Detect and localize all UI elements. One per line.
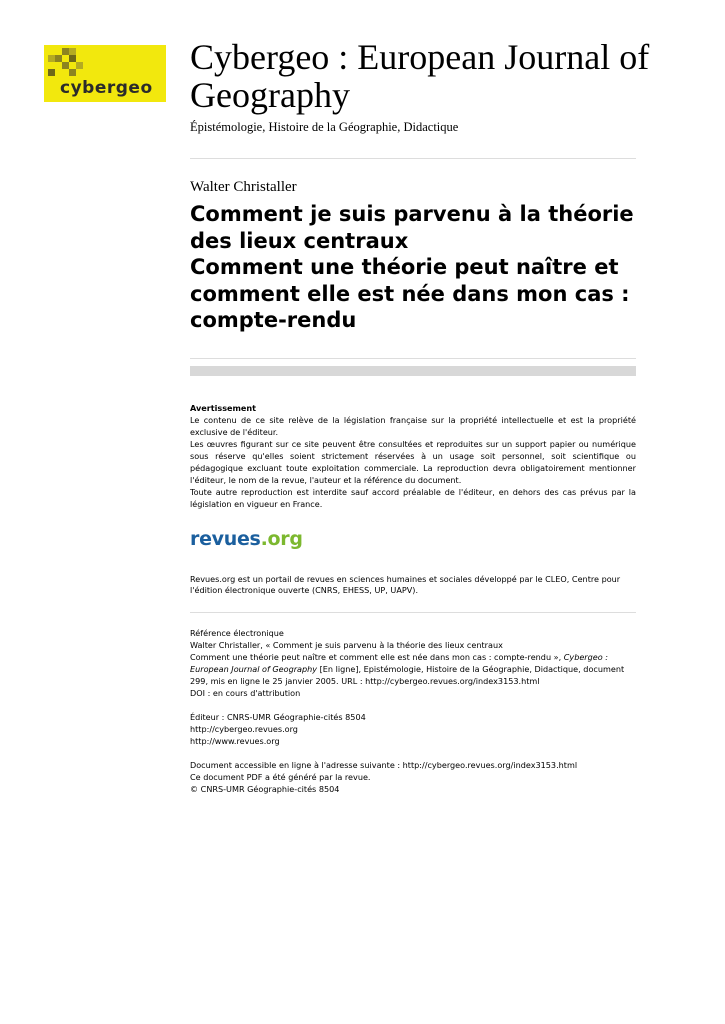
reference-block <box>190 627 636 795</box>
reference-copyright: © CNRS-UMR Géographie-cités 8504 <box>190 784 340 794</box>
revues-org-logo <box>190 528 303 550</box>
notice-paragraph-1: Le contenu de ce site relève de la législation française sur la propriété intellectuelle et est la propriété exclusive de l'éditeur. <box>190 415 636 437</box>
article-title-line2: Comment une théorie peut naître et comment elle est née dans mon cas : compte-rendu <box>190 255 630 332</box>
notice-paragraph-2: Les œuvres figurant sur ce site peuvent être consultées et reproduites sur un support papier ou numérique sous réserve qu'elles soient strictement réservées à un usage soit personnel, soit scientifique ou pédagogique excluant toute exploitation commerciale. La reproduction devra obligatoirement mentionner l'éditeur, le nom de la revue, l'auteur et la référence du document. <box>190 439 636 485</box>
divider <box>190 158 636 159</box>
revues-logo-part1: revues <box>190 528 261 550</box>
notice-block <box>190 402 636 510</box>
journal-subtitle: Épistémologie, Histoire de la Géographie, Didactique <box>190 120 459 134</box>
reference-url-revues[interactable]: http://www.revues.org <box>190 736 280 746</box>
cybergeo-logo-text: cybergeo <box>60 78 153 98</box>
divider <box>190 358 636 359</box>
reference-heading: Référence électronique <box>190 628 284 638</box>
revues-logo-part2: .org <box>260 528 303 550</box>
notice-heading: Avertissement <box>190 403 257 413</box>
article-title-line1: Comment je suis parvenu à la théorie des lieux centraux <box>190 202 634 253</box>
journal-title: Cybergeo : European Journal of Geography <box>190 37 650 115</box>
reference-line1: Walter Christaller, « Comment je suis parvenu à la théorie des lieux centraux <box>190 640 503 650</box>
divider <box>190 612 636 613</box>
article-title <box>190 201 636 334</box>
reference-citation <box>190 651 636 687</box>
citation-journal: Cybergeo : European Journal of Geography <box>190 652 609 674</box>
reference-doi: DOI : en cours d'attribution <box>190 688 301 698</box>
reference-generated: Ce document PDF a été généré par la revue. <box>190 772 371 782</box>
cybergeo-logo <box>44 45 166 102</box>
citation-text: Comment une théorie peut naître et comment elle est née dans mon cas : compte-rendu », <box>190 652 564 662</box>
portal-description: Revues.org est un portail de revues en sciences humaines et sociales développé par le CLEO, Centre pour l'édition électronique ouverte (CNRS, EHESS, UP, UAPV). <box>190 574 621 595</box>
citation-details: [En ligne], Epistémologie, Histoire de la Géographie, Didactique, document 299, mis en ligne le 25 janvier 2005. URL : http://cybergeo.revues.org/index3153.html <box>190 664 625 686</box>
notice-paragraph-3: Toute autre reproduction est interdite sauf accord préalable de l'éditeur, en dehors des cas prévus par la législation en vigueur en France. <box>190 487 636 509</box>
reference-access: Document accessible en ligne à l'adresse suivante : http://cybergeo.revues.org/index3153.html <box>190 760 578 770</box>
article-author: Walter Christaller <box>190 179 297 195</box>
reference-url-cybergeo[interactable]: http://cybergeo.revues.org <box>190 724 298 734</box>
grey-band <box>190 366 636 376</box>
reference-editor: Éditeur : CNRS-UMR Géographie-cités 8504 <box>190 712 366 722</box>
